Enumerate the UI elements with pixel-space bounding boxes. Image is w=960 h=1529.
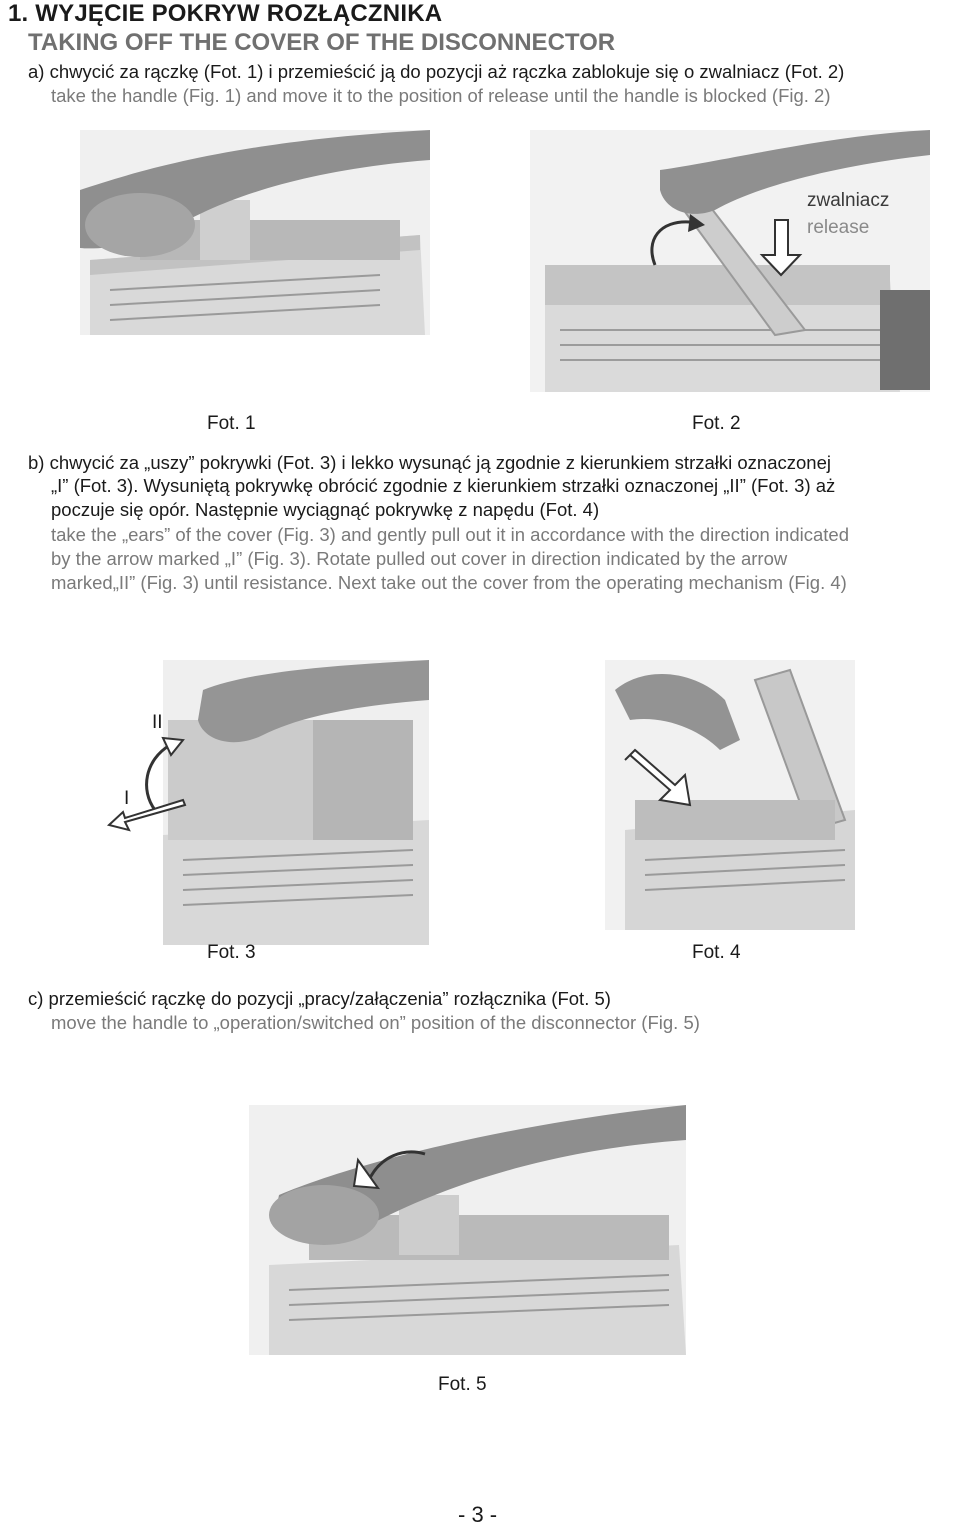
fot5-photo bbox=[249, 1105, 686, 1355]
disconnector-release-photo-icon bbox=[530, 130, 930, 392]
fot1-caption: Fot. 1 bbox=[207, 413, 256, 434]
disconnector-hand-photo-icon bbox=[80, 130, 430, 335]
step-c-polish: c) przemieścić rączkę do pozycji „pracy/załączenia” rozłącznika (Fot. 5) bbox=[28, 988, 611, 1009]
fot3-arrows bbox=[105, 700, 195, 840]
cover-removal-photo-icon bbox=[605, 660, 855, 930]
step-a-polish: a) chwycić za rączkę (Fot. 1) i przemieścić ją do pozycji aż rączka zablokuje się o zwalniacz (Fot. 2) bbox=[28, 61, 845, 82]
arrow-marker-one: I bbox=[124, 788, 130, 809]
fot3-caption: Fot. 3 bbox=[207, 942, 256, 963]
fot5-caption: Fot. 5 bbox=[438, 1374, 487, 1395]
step-b-english-line-1: take the „ears” of the cover (Fig. 3) and gently pull out it in accordance with the direction indicated bbox=[51, 524, 849, 545]
fot5-arrow bbox=[350, 1140, 430, 1190]
page-number: - 3 - bbox=[458, 1502, 498, 1527]
release-label-polish: zwalniacz bbox=[807, 190, 890, 211]
fot2-photo bbox=[530, 130, 930, 392]
step-b-polish-line-1: b) chwycić za „uszy” pokrywki (Fot. 3) i lekko wysunąć ją zgodnie z kierunkiem strzałki oznaczonej bbox=[28, 452, 831, 473]
step-b-english-line-2: by the arrow marked „I” (Fig. 3). Rotate pulled out cover in direction indicated by the arrow bbox=[51, 548, 788, 569]
section-subtitle: TAKING OFF THE COVER OF THE DISCONNECTOR bbox=[28, 29, 616, 56]
fot4-photo bbox=[605, 660, 855, 930]
step-b-polish-line-2: „I” (Fot. 3). Wysuniętą pokrywkę obrócić zgodnie z kierunkiem strzałki oznaczonej „II” (Fot. 3) aż bbox=[51, 475, 836, 496]
handle-switch-on-photo-icon bbox=[249, 1105, 686, 1355]
arrow-marker-two: II bbox=[152, 712, 163, 733]
fot4-caption: Fot. 4 bbox=[692, 942, 741, 963]
cover-ears-photo-icon bbox=[163, 660, 429, 945]
fot2-caption: Fot. 2 bbox=[692, 413, 741, 434]
step-c-english: move the handle to „operation/switched on” position of the disconnector (Fig. 5) bbox=[51, 1012, 700, 1033]
step-b-english-line-3: marked„II” (Fig. 3) until resistance. Next take out the cover from the operating mechanism (Fig. 4) bbox=[51, 572, 847, 593]
step-a-english: take the handle (Fig. 1) and move it to the position of release until the handle is blocked (Fig. 2) bbox=[51, 85, 831, 106]
rotation-arrows-icon bbox=[105, 700, 195, 840]
section-title: 1. WYJĘCIE POKRYW ROZŁĄCZNIKA bbox=[8, 0, 443, 27]
release-label-english: release bbox=[807, 217, 870, 238]
curved-arrow-icon bbox=[350, 1140, 430, 1190]
step-b-polish-line-3: poczuje się opór. Następnie wyciągnąć pokrywkę z napędu (Fot. 4) bbox=[51, 499, 600, 520]
fot3-photo bbox=[163, 660, 429, 945]
fot1-photo bbox=[80, 130, 430, 335]
